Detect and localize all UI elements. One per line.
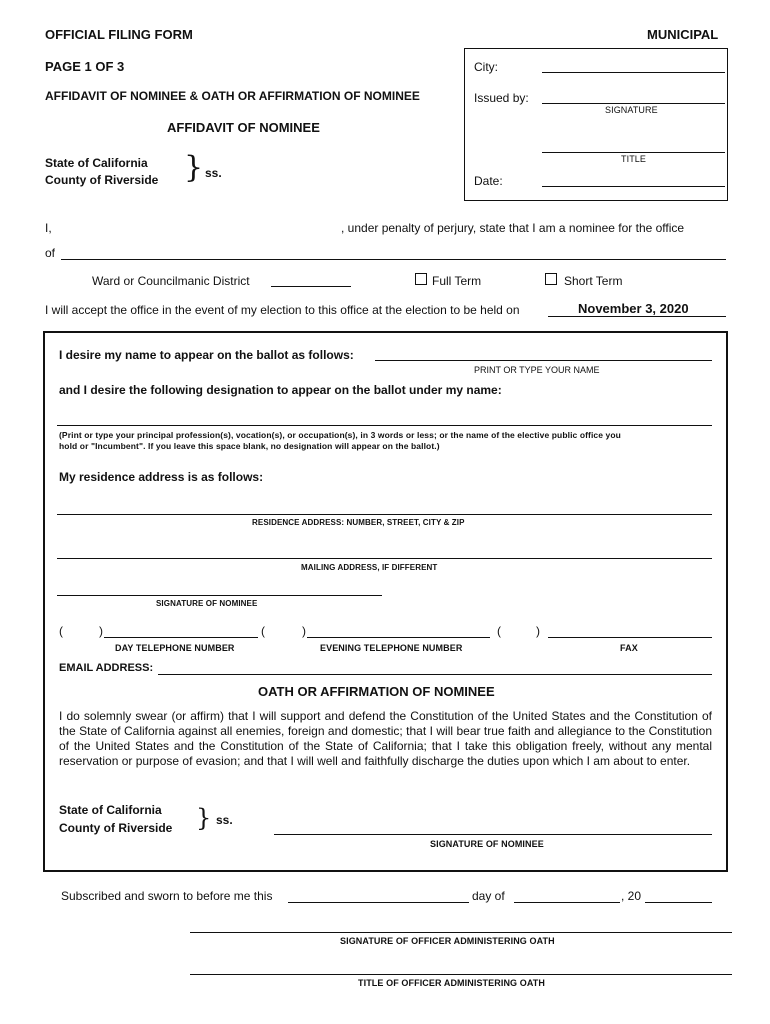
residence-address-field[interactable] (57, 514, 712, 515)
filing-info-box (464, 48, 728, 201)
nominee-signature-caption: SIGNATURE OF NOMINEE (156, 599, 258, 608)
city-label: City: (474, 60, 498, 74)
section-title: AFFIDAVIT OF NOMINEE (167, 120, 320, 135)
designation-note-1: (Print or type your principal profession(s), vocation(s), or occupation(s), in 3 words or less; or the name of the elective public office you (59, 430, 621, 440)
sworn-day-field[interactable] (288, 902, 469, 903)
short-term-checkbox[interactable] (545, 273, 557, 285)
officer-signature-field[interactable] (190, 932, 732, 933)
eve-area-close: ) (302, 624, 306, 638)
penalty-text: , under penalty of perjury, state that I am a nominee for the office (341, 221, 685, 235)
ward-label: Ward or Councilmanic District (92, 274, 250, 288)
ward-field[interactable] (271, 286, 351, 287)
year-prefix: , 20 (621, 889, 642, 903)
designation-label: and I desire the following designation to appear on the ballot under my name: (59, 383, 502, 397)
city-field[interactable] (542, 72, 725, 73)
date-field[interactable] (542, 186, 725, 187)
email-field[interactable] (158, 674, 712, 675)
venue-county: County of Riverside (45, 173, 159, 187)
fax-caption: FAX (620, 643, 638, 653)
oath-signature-field[interactable] (274, 834, 712, 835)
oath-ss: ss. (216, 813, 233, 827)
nominee-info-box (43, 331, 728, 872)
issued-by-signature-field[interactable] (542, 103, 725, 104)
fax-area-close: ) (536, 624, 540, 638)
sworn-year-field[interactable] (645, 902, 712, 903)
venue-state: State of California (45, 156, 148, 170)
day-area-open: ( (59, 624, 63, 638)
email-label: EMAIL ADDRESS: (59, 662, 154, 674)
accept-text: I will accept the office in the event of my election to this office at the election to be held on (45, 303, 520, 317)
officer-signature-caption: SIGNATURE OF OFFICER ADMINISTERING OATH (340, 936, 555, 946)
mailing-address-field[interactable] (57, 558, 712, 559)
nominee-signature-field[interactable] (57, 595, 382, 596)
print-name-caption: PRINT OR TYPE YOUR NAME (474, 365, 600, 375)
officer-title-field[interactable] (190, 974, 732, 975)
venue-ss: ss. (205, 166, 222, 180)
short-term-label: Short Term (564, 274, 623, 288)
designation-field[interactable] (57, 425, 712, 426)
fax-field[interactable] (548, 637, 712, 638)
oath-signature-caption: SIGNATURE OF NOMINEE (430, 839, 544, 849)
mailing-caption: MAILING ADDRESS, IF DIFFERENT (301, 563, 438, 572)
nominee-name-field[interactable] (58, 234, 338, 235)
election-date: November 3, 2020 (578, 301, 689, 316)
oath-title: OATH OR AFFIRMATION OF NOMINEE (258, 684, 495, 699)
full-term-checkbox[interactable] (415, 273, 427, 285)
eve-area-open: ( (261, 624, 265, 638)
form-type-heading: OFFICIAL FILING FORM (45, 27, 193, 42)
full-term-label: Full Term (432, 274, 482, 288)
election-date-line (548, 316, 726, 317)
officer-title-caption: TITLE OF OFFICER ADMINISTERING OATH (358, 978, 545, 988)
ballot-name-label: I desire my name to appear on the ballot as follows: (59, 348, 354, 362)
issued-signature-caption: SIGNATURE (605, 105, 658, 115)
subscribed-text: Subscribed and sworn to before me this (61, 889, 273, 903)
oath-text: I do solemnly swear (or affirm) that I will support and defend the Constitution of the United States and the Constitution of the State of California against all enemies, foreign and domestic; that I will bear true faith and allegiance to the Constitution of the United States and the Constitution of the State of California; that I take this obligation freely, without any mental reservation or purpose of evasion; and that I will well and faithfully discharge the duties upon which I am about to enter. (59, 709, 712, 768)
residence-label: My residence address is as follows: (59, 470, 264, 484)
day-of-label: day of (472, 889, 505, 903)
residence-caption: RESIDENCE ADDRESS: NUMBER, STREET, CITY & ZIP (252, 518, 465, 527)
day-phone-caption: DAY TELEPHONE NUMBER (115, 643, 235, 653)
evening-phone-caption: EVENING TELEPHONE NUMBER (320, 643, 463, 653)
date-label: Date: (474, 174, 503, 188)
fax-area-open: ( (497, 624, 501, 638)
venue-brace: } (184, 150, 204, 185)
page-indicator: PAGE 1 OF 3 (45, 59, 125, 74)
day-area-close: ) (99, 624, 103, 638)
issued-by-label: Issued by: (474, 91, 529, 105)
issued-title-caption: TITLE (621, 154, 647, 164)
municipal-heading: MUNICIPAL (647, 27, 719, 42)
issued-title-field[interactable] (542, 152, 725, 153)
form-subtitle: AFFIDAVIT OF NOMINEE & OATH OR AFFIRMATION OF NOMINEE (45, 89, 420, 103)
oath-state: State of California (59, 803, 162, 817)
sworn-month-field[interactable] (514, 902, 620, 903)
evening-phone-field[interactable] (307, 637, 490, 638)
office-field[interactable] (61, 259, 726, 260)
day-phone-field[interactable] (104, 637, 258, 638)
of-label: of (45, 246, 56, 260)
i-label: I, (45, 221, 52, 235)
designation-note-2: hold or "Incumbent". If you leave this space blank, no designation will appear on the ballot.) (59, 441, 440, 451)
oath-brace: } (196, 804, 212, 832)
ballot-name-field[interactable] (375, 360, 712, 361)
oath-county: County of Riverside (59, 821, 173, 835)
